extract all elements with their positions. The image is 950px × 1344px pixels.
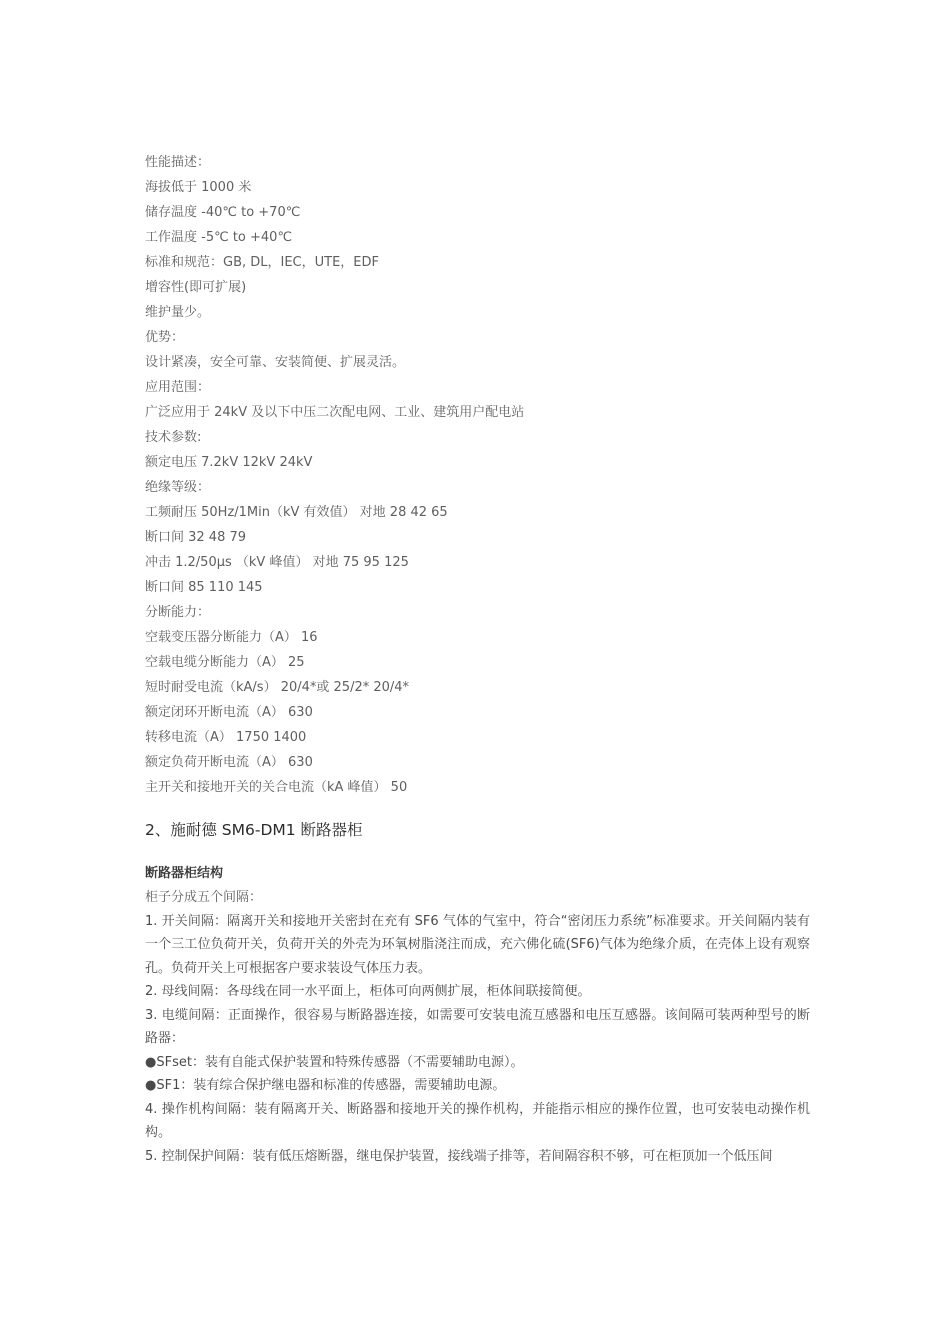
spec-line: 主开关和接地开关的关合电流（kA 峰值） 50 <box>145 780 408 795</box>
spec-line: 设计紧凑，安全可靠、安装简便、扩展灵活。 <box>145 355 406 370</box>
spec-line: 空载电缆分断能力（A） 25 <box>145 655 305 670</box>
spec-line: 广泛应用于 24kV 及以下中压二次配电网、工业、建筑用户配电站 <box>145 405 525 420</box>
spec-line: 断口间 32 48 79 <box>145 530 247 545</box>
bullet-item: ●SFset：装有自能式保护装置和特殊传感器（不需要辅助电源）。 <box>145 1054 524 1070</box>
spec-line: 增容性(即可扩展) <box>145 280 247 295</box>
spec-line: 应用范围： <box>145 380 211 395</box>
spec-line: 断口间 85 110 145 <box>145 580 263 595</box>
spec-line: 性能描述： <box>145 155 211 170</box>
spec-line: 额定负荷开断电流（A） 630 <box>145 755 313 770</box>
intro-line: 柜子分成五个间隔： <box>145 890 263 905</box>
spec-line: 分断能力： <box>145 605 211 620</box>
spec-line: 额定闭环开断电流（A） 630 <box>145 705 313 720</box>
spec-line: 优势： <box>145 330 185 345</box>
spec-line: 海拔低于 1000 米 <box>145 180 252 195</box>
spec-line: 储存温度 -40℃ to +70℃ <box>145 205 301 220</box>
paragraph: 3. 电缆间隔：正面操作，很容易与断路器连接，如需要可安装电流互感器和电压互感器。该间隔可装两种型号的断路器： <box>145 1007 810 1046</box>
bullet-item: ●SF1：装有综合保护继电器和标准的传感器，需要辅助电源。 <box>145 1078 506 1093</box>
paragraph: 4. 操作机构间隔：装有隔离开关、断路器和接地开关的操作机构，并能指示相应的操作位置，也可安装电动操作机构。 <box>145 1101 810 1140</box>
spec-line: 绝缘等级： <box>145 480 211 495</box>
spec-line: 冲击 1.2/50μs （kV 峰值） 对地 75 95 125 <box>145 555 409 570</box>
spec-line: 维护量少。 <box>145 305 211 320</box>
paragraph: 2. 母线间隔：各母线在同一水平面上，柜体可向两侧扩展，柜体间联接简便。 <box>145 984 591 999</box>
spec-line: 额定电压 7.2kV 12kV 24kV <box>145 455 313 470</box>
subsection-heading: 断路器柜结构 <box>145 866 224 881</box>
spec-line: 标准和规范：GB, DL，IEC，UTE，EDF <box>145 255 380 270</box>
spec-line: 工作温度 -5℃ to +40℃ <box>145 230 293 245</box>
paragraph: 1. 开关间隔：隔离开关和接地开关密封在充有 SF6 气体的气室中，符合“密闭压力系统”标准要求。开关间隔内装有一个三工位负荷开关，负荷开关的外壳为环氧树脂浇注而成，充六佛化硫(SF6)气体为绝缘介质，在壳体上设有观察孔。负荷开关上可根据客户要求装设气体压力表。 <box>145 913 810 976</box>
paragraph: 5. 控制保护间隔：装有低压熔断器，继电保护装置，接线端子排等，若间隔容积不够，可在柜顶加一个低压间 <box>145 1148 773 1164</box>
spec-line: 技术参数: <box>145 430 202 445</box>
section-heading: 2、施耐德 SM6-DM1 断路器柜 <box>145 821 363 839</box>
spec-line: 空载变压器分断能力（A） 16 <box>145 630 318 645</box>
spec-line: 短时耐受电流（kA/s） 20/4*或 25/2* 20/4* <box>145 680 410 695</box>
document-body <box>145 150 810 1168</box>
spec-line: 工频耐压 50Hz/1Min（kV 有效值） 对地 28 42 65 <box>145 505 448 520</box>
spec-line: 转移电流（A） 1750 1400 <box>145 730 307 745</box>
